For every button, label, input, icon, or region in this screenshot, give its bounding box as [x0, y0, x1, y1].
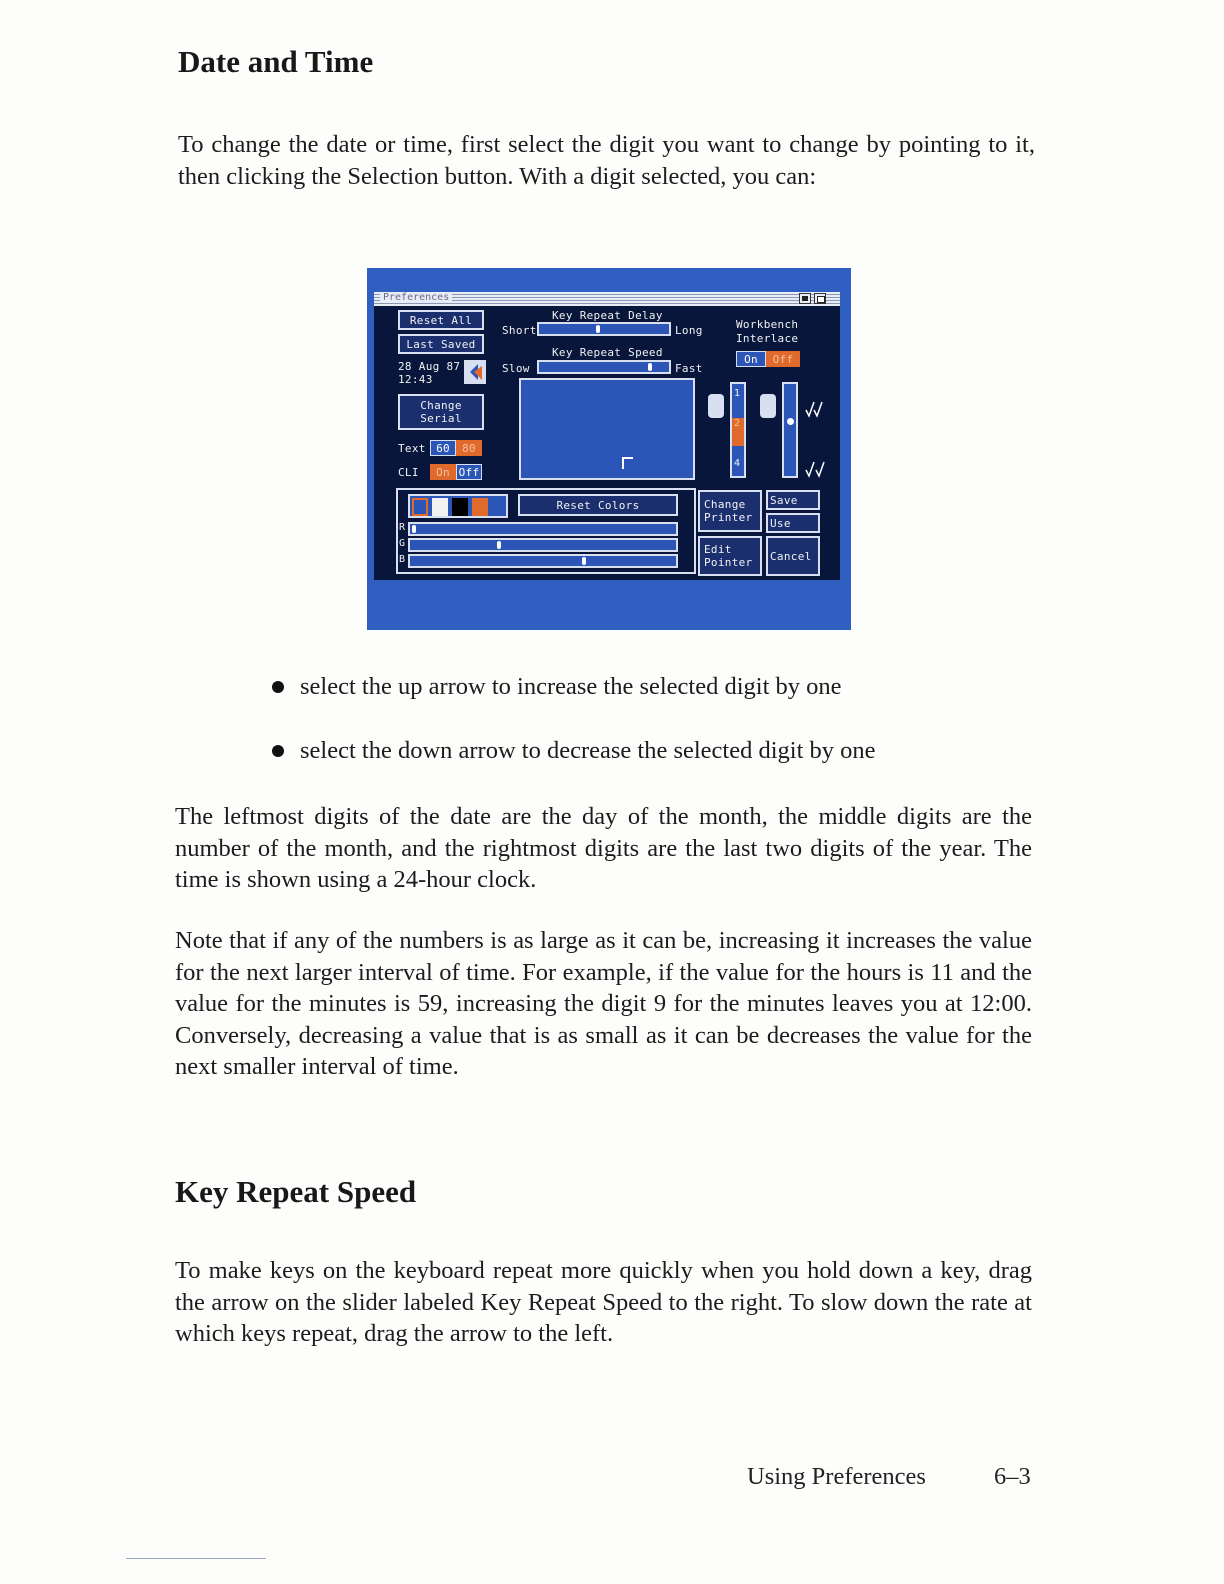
key-repeat-speed-label: Key Repeat Speed [552, 346, 663, 359]
blue-knob[interactable] [582, 557, 586, 565]
pointer-preview[interactable] [519, 378, 695, 480]
reset-all-button[interactable]: Reset All [398, 310, 484, 330]
preferences-window [374, 292, 840, 580]
key-repeat-speed-knob[interactable] [648, 363, 652, 371]
use-button[interactable]: Use [766, 513, 820, 533]
change-serial-button[interactable]: Change Serial [398, 394, 484, 430]
depth-front-icon[interactable] [814, 293, 826, 304]
intro-paragraph: To change the date or time, first select the digit you want to change by pointing to it, then clicking the Selection button. With a digit selected, you can: [178, 131, 1035, 190]
key-repeat-paragraph: To make keys on the keyboard repeat more quickly when you hold down a key, drag the arrow on the slider labeled Key Repeat Speed to the right. To slow down the rate at which keys repeat, drag the arrow to the left. [175, 1257, 1032, 1347]
g-label: G [399, 538, 406, 549]
long-label: Long [675, 324, 703, 337]
cli-off-toggle[interactable]: Off [456, 464, 482, 480]
key-repeat-delay-knob[interactable] [596, 325, 600, 333]
mouse-speed-2[interactable]: 2 [732, 418, 744, 446]
last-saved-button[interactable]: Last Saved [398, 334, 484, 354]
color-chip-black[interactable] [452, 498, 468, 516]
color-chip-blue[interactable] [412, 498, 428, 516]
reset-colors-button[interactable]: Reset Colors [518, 494, 678, 516]
change-printer-button[interactable]: Change Printer [698, 490, 762, 532]
interlace-off-toggle[interactable]: Off [766, 351, 800, 367]
double-click-knob[interactable] [787, 418, 794, 425]
color-palette[interactable] [408, 494, 508, 518]
bullet-dot [272, 681, 284, 693]
date-display[interactable]: 28 Aug 87 [398, 360, 461, 373]
mouse-icon-2 [760, 394, 776, 418]
fast-label: Fast [675, 362, 703, 375]
key-repeat-delay-slider[interactable] [537, 322, 671, 336]
cli-label: CLI [398, 466, 419, 479]
b-label: B [399, 554, 406, 565]
color-panel [396, 488, 696, 574]
time-display[interactable]: 12:43 [398, 373, 433, 386]
mouse-speed-1[interactable]: 1 [734, 388, 741, 399]
interlace-on-toggle[interactable]: On [736, 351, 766, 367]
red-slider[interactable] [408, 522, 678, 536]
date-digits-paragraph: The leftmost digits of the date are the day of the month, the middle digits are the number of the month, and the rightmost digits are the last two digits of the year. The time is shown using a 24-hour clock. [175, 803, 1032, 893]
window-title-bar[interactable] [374, 292, 840, 306]
text-label: Text [398, 442, 426, 455]
heading-date-and-time: Date and Time [178, 44, 374, 79]
bullet-item-1 [272, 673, 842, 701]
footer-chapter: Using Preferences [747, 1463, 926, 1490]
bullet-item-2 [272, 737, 876, 765]
note-paragraph: Note that if any of the numbers is as large as it can be, increasing it increases the value for the next larger interval of time. For example, if the value for the hours is 11 and the value for the minutes is 59, increasing the digit 9 for the minutes leaves you at 12:00. Conversely, decreasing a value that is as small as it can be decreases the value for the next smaller interval of time. [175, 927, 1032, 1080]
bullet-dot [272, 745, 284, 757]
heading-key-repeat-speed: Key Repeat Speed [175, 1174, 417, 1209]
color-chip-orange[interactable] [472, 498, 488, 516]
edit-pointer-button[interactable]: Edit Pointer [698, 536, 762, 576]
mouse-speed-slider[interactable] [730, 382, 746, 478]
key-repeat-delay-label: Key Repeat Delay [552, 309, 663, 322]
date-arrows-icon[interactable] [464, 360, 486, 384]
slow-label: Slow [502, 362, 530, 375]
mouse-icon [708, 394, 724, 418]
blue-slider[interactable] [408, 554, 678, 568]
bullet-text-2: select the down arrow to decrease the selected digit by one [300, 737, 876, 764]
text-60-toggle[interactable]: 60 [430, 440, 456, 456]
text-80-toggle[interactable]: 80 [456, 440, 482, 456]
check-marks-icon [802, 384, 832, 480]
key-repeat-speed-slider[interactable] [537, 360, 671, 374]
double-click-slider[interactable] [782, 382, 798, 478]
bottom-rule [126, 1558, 266, 1559]
short-label: Short [502, 324, 537, 337]
cli-on-toggle[interactable]: On [430, 464, 456, 480]
cancel-button[interactable]: Cancel [766, 536, 820, 576]
footer-page-number: 6–3 [994, 1463, 1031, 1490]
workbench-interlace-label: Workbench Interlace [736, 318, 799, 345]
depth-back-icon[interactable] [799, 293, 811, 304]
mouse-speed-area [704, 380, 834, 480]
window-title: Preferences [380, 292, 452, 303]
save-button[interactable]: Save [766, 490, 820, 510]
preferences-screenshot [367, 268, 851, 630]
red-knob[interactable] [412, 525, 416, 533]
pointer-corner-icon [621, 456, 635, 470]
green-slider[interactable] [408, 538, 678, 552]
bullet-text-1: select the up arrow to increase the selected digit by one [300, 673, 842, 700]
r-label: R [399, 522, 406, 533]
color-chip-white[interactable] [432, 498, 448, 516]
mouse-speed-4[interactable]: 4 [734, 458, 741, 469]
green-knob[interactable] [497, 541, 501, 549]
